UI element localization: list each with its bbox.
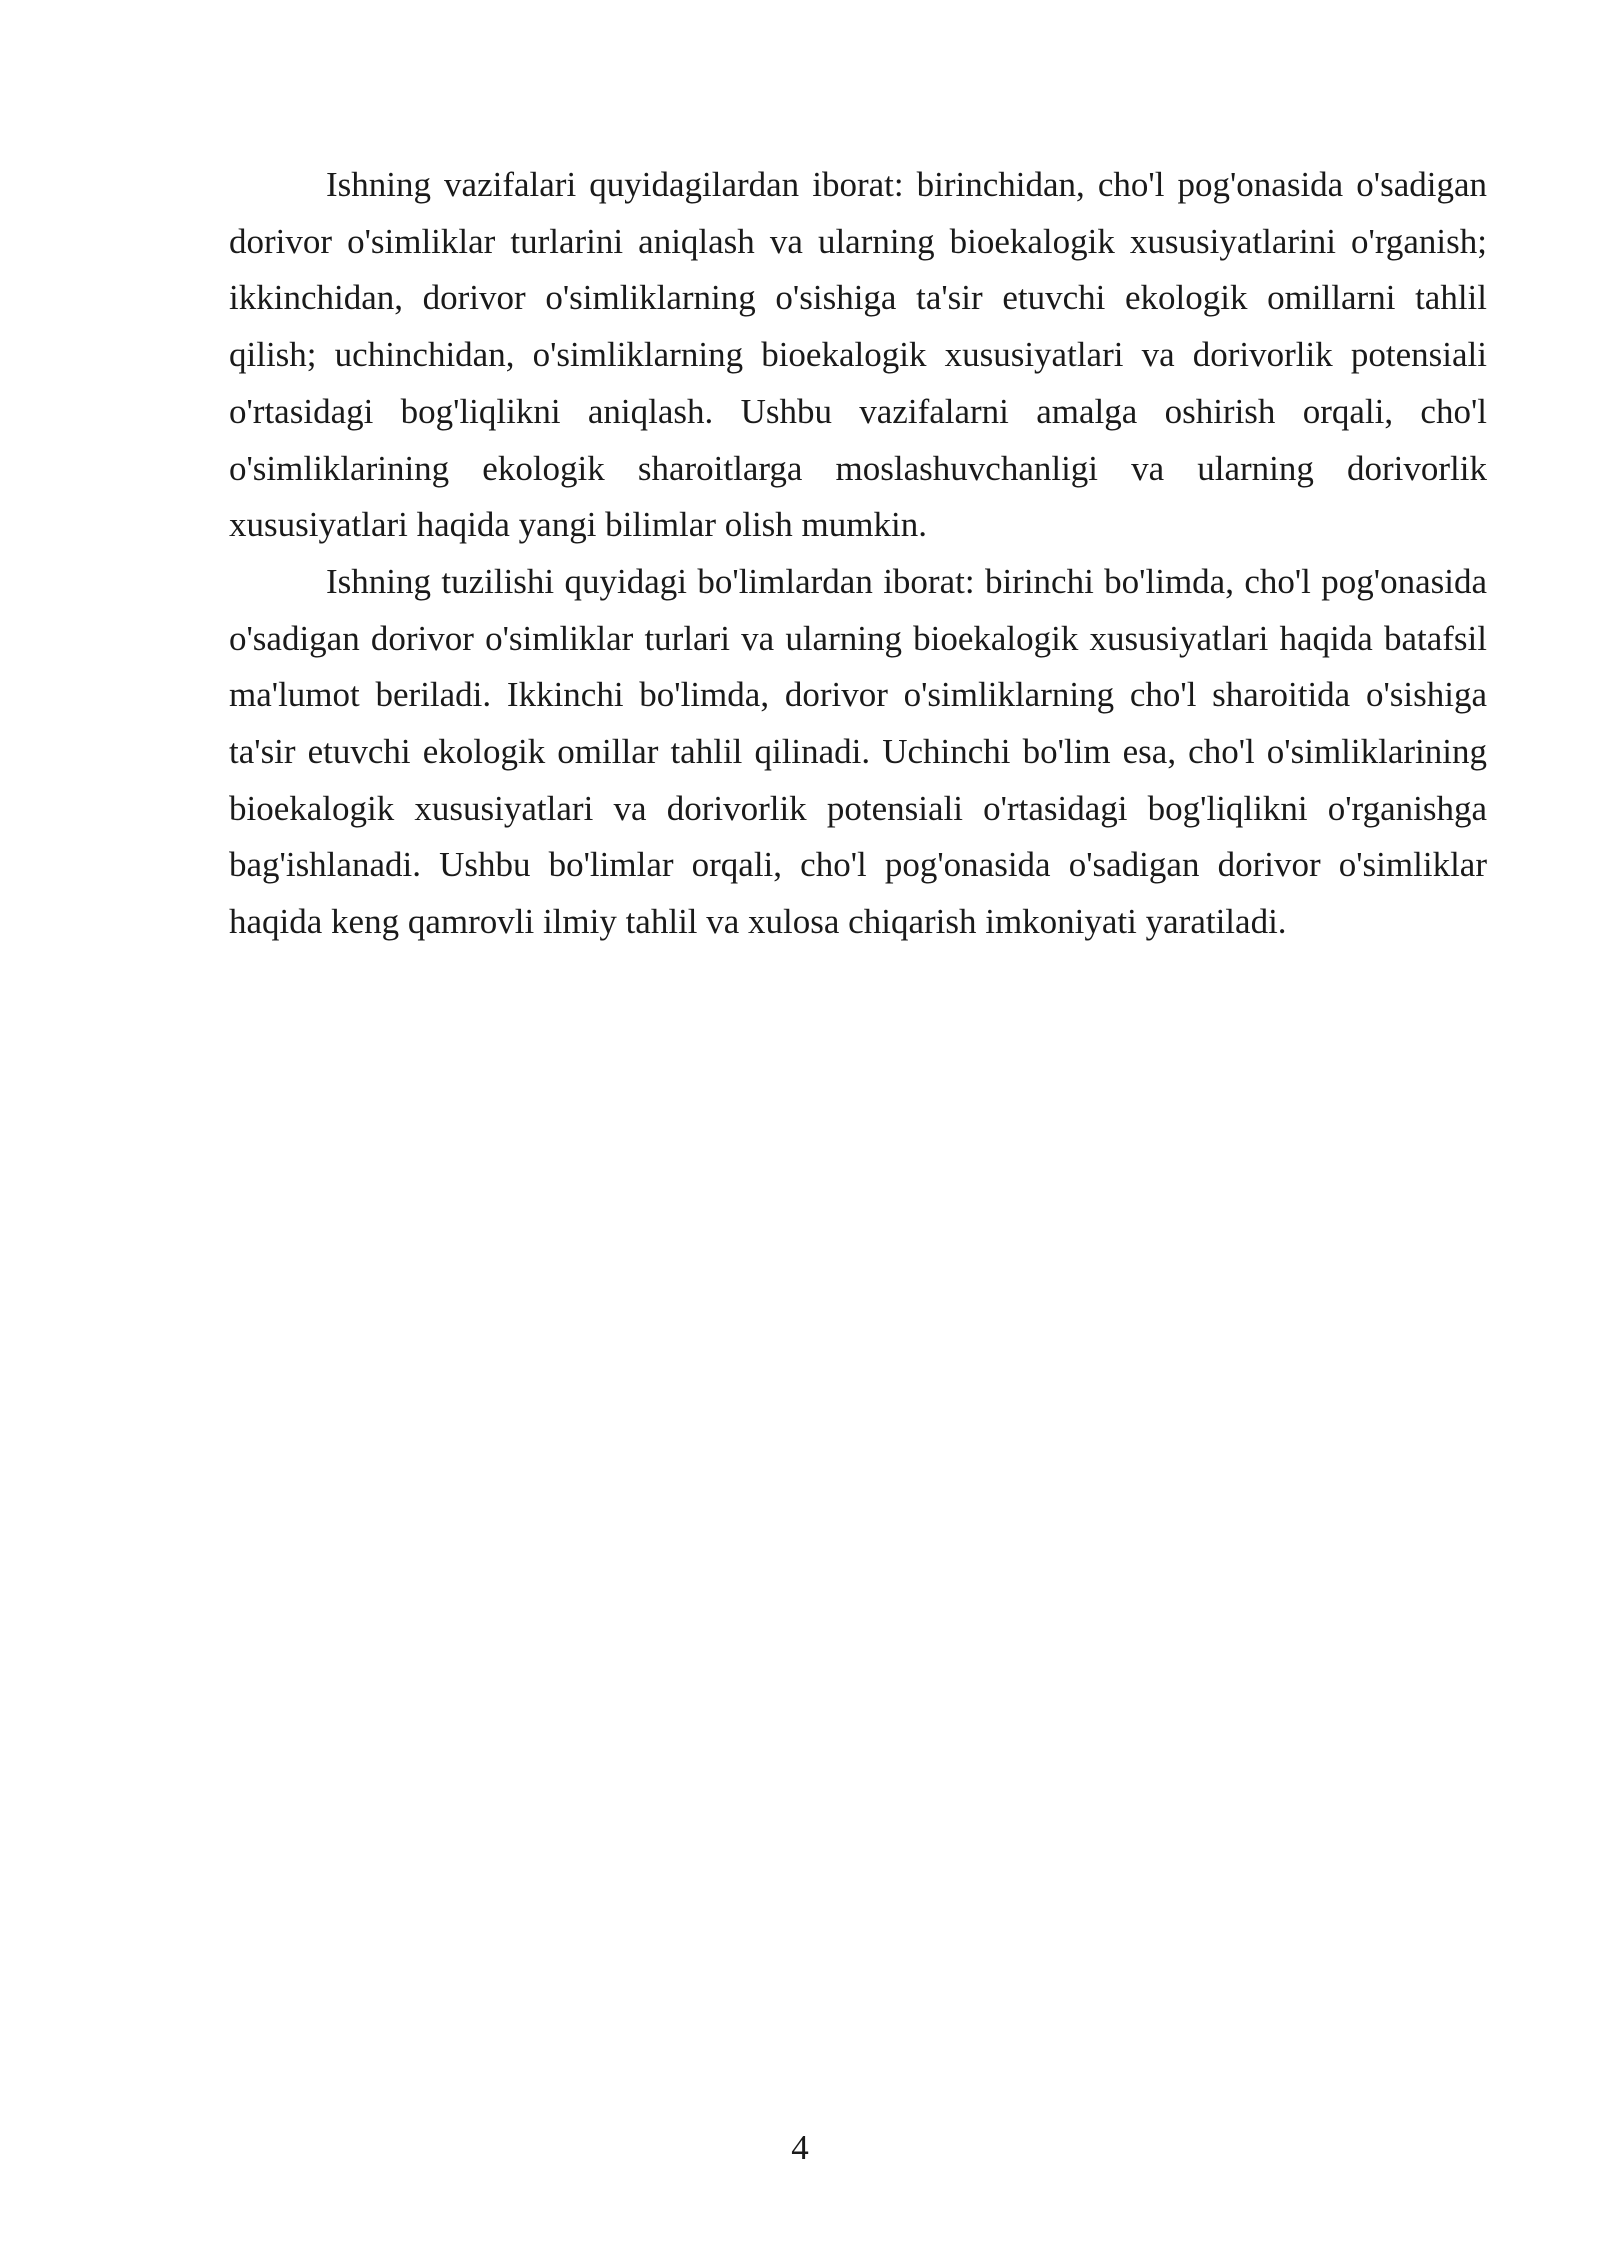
paragraph-structure: Ishning tuzilishi quyidagi bo'limlardan iborat: birinchi bo'limda, cho'l pog'onasida o'sadigan dorivor o'simliklar turlari va ularning bioekalogik xususiyatlari haqida batafsil ma'lumot beriladi. Ikkinchi bo'limda, dorivor o'simliklarning cho'l sharoitida o'sishiga ta'sir etuvchi ekologik omillar tahlil qilinadi. Uchinchi bo'lim esa, cho'l o'simliklarining bioekalogik xususiyatlari va dorivorlik potensiali o'rtasidagi bog'liqlikni o'rganishga bag'ishlanadi. Ushbu bo'limlar orqali, cho'l pog'onasida o'sadigan dorivor o'simliklar haqida keng qamrovli ilmiy tahlil va xulosa chiqarish imkoniyati yaratiladi.: [229, 561, 1487, 942]
page-number: 4: [791, 2128, 809, 2167]
paragraph-tasks: Ishning vazifalari quyidagilardan iborat: birinchidan, cho'l pog'onasida o'sadigan dorivor o'simliklar turlarini aniqlash va ularning bioekalogik xususiyatlarini o'rganish; ikkinchidan, dorivor o'simliklarning o'sishiga ta'sir etuvchi ekologik omillarni tahlil qilish; uchinchidan, o'simliklarning bioekalogik xususiyatlari va dorivorlik potensiali o'rtasidagi bog'liqlikni aniqlash. Ushbu vazifalarni amalga oshirish orqali, cho'l o'simliklarining ekologik sharoitlarga moslashuvchanligi va ularning dorivorlik xususiyatlari haqida yangi bilimlar olish mumkin.: [229, 165, 1487, 545]
document-body: [229, 157, 1487, 951]
